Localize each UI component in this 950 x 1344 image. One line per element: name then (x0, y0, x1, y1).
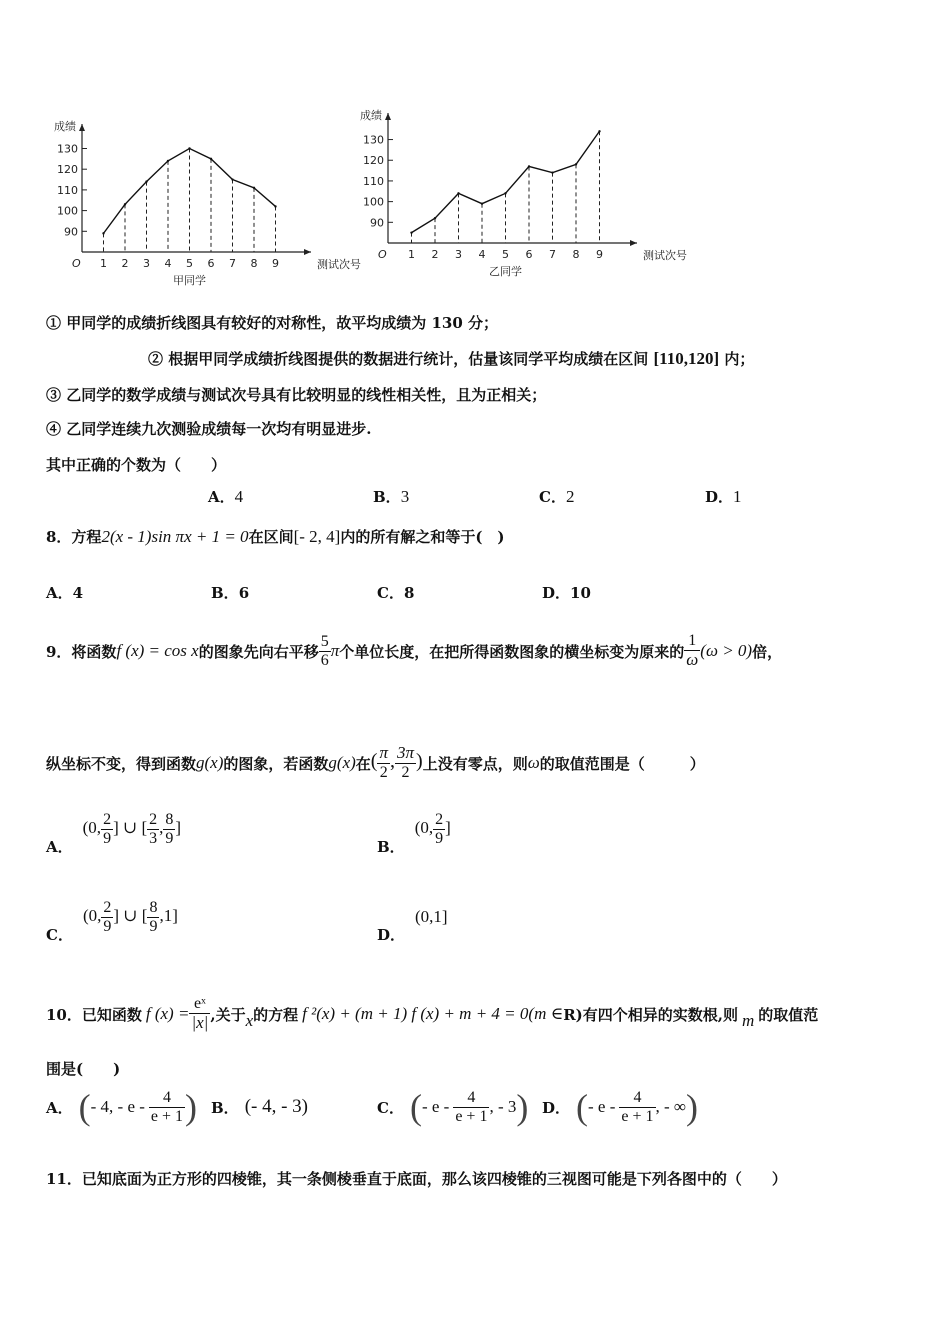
q9-option-c-math (83, 899, 178, 935)
q9-option-a[interactable] (46, 808, 181, 864)
q7-statement-2 (148, 348, 754, 369)
jia-xtick-label: 7 (229, 257, 236, 270)
yi-y-arrow (385, 113, 391, 120)
q10-x: x (245, 1011, 254, 1030)
q8-number: 8．方程 (46, 528, 102, 546)
jia-ytick-label: 120 (57, 163, 78, 177)
q9-a-frac2 (147, 811, 159, 847)
jia-ytick-label: 90 (64, 225, 78, 239)
q10-c-frac (453, 1089, 489, 1125)
q9-intro: 9．将函数 (46, 642, 117, 661)
jia-point (167, 160, 169, 162)
yi-ylabel: 成绩 (360, 109, 382, 122)
q10-d-den: e + 1 (621, 1107, 654, 1125)
jia-point (253, 187, 255, 189)
yi-ytick-label: 90 (370, 216, 384, 230)
jia-x-arrow (304, 249, 311, 255)
q9-option-a-label: A． (46, 837, 73, 856)
q9-no-zero: 上没有零点，则 (422, 754, 528, 773)
jia-point (231, 178, 233, 180)
q9-interval-b (395, 744, 416, 781)
q9-a-part-a: (0, (82, 817, 102, 837)
q10-m: m (741, 1011, 755, 1030)
jia-y-arrow (79, 124, 85, 131)
q9-c-frac2 (147, 899, 159, 935)
q10-equation-text: 的方程 (253, 1005, 299, 1024)
yi-xtick-label: 4 (478, 248, 486, 261)
jia-ylabel: 成绩 (54, 120, 76, 133)
chart-yi (350, 104, 687, 294)
q9-a-f3d: 9 (165, 829, 174, 847)
q9-c-frac1 (101, 899, 113, 935)
q10-fraction (189, 995, 210, 1032)
jia-point (145, 180, 147, 182)
q10-d-part-b: , - ∞ (655, 1097, 687, 1116)
q7-option-b[interactable] (373, 486, 409, 507)
jia-xtick-label: 9 (272, 257, 279, 270)
yi-xtick-label: 3 (455, 248, 462, 261)
q9-omega: ω (527, 753, 540, 772)
q9-scale-den: ω (686, 649, 699, 669)
q7-question: 其中正确的个数为（ ） (46, 456, 227, 474)
q7-statement-4: ④ 乙同学连续九次测验成绩每一次均有明显进步. (46, 420, 372, 438)
q8-option-d[interactable] (542, 582, 591, 603)
q9-iv-a-num: π (379, 743, 388, 763)
q9-line2-text-b: 的图象，若函数 (223, 754, 329, 773)
q8-option-d-label: D． (542, 584, 571, 602)
yi-xtick-label: 9 (596, 248, 603, 261)
q7-s2-interval: [110,120] (653, 349, 720, 368)
q9-line2-text: 纵坐标不变，得到函数 (46, 754, 197, 773)
yi-caption: 乙同学 (489, 265, 522, 278)
q9-option-b-label: B． (377, 837, 405, 856)
q10-c-part-a: - e - (421, 1097, 450, 1116)
yi-point (598, 130, 600, 132)
q8-option-b-value: 6 (238, 584, 250, 602)
q9-interval-a (377, 744, 390, 781)
q10-option-c[interactable] (377, 1082, 528, 1132)
q9-times: 倍， (752, 642, 783, 661)
q9-a-part-d: ] (175, 817, 182, 837)
q10-c-part-b: , - 3 (489, 1097, 517, 1116)
jia-point (188, 147, 190, 149)
q9-shift-text: 的图象先向右平移 (198, 642, 319, 661)
q7-option-a[interactable] (208, 486, 243, 507)
q10-c-den: e + 1 (455, 1107, 488, 1125)
yi-xlabel: 测试次号 (643, 249, 687, 262)
q9-iv-b-num: 3π (397, 743, 415, 763)
jia-point (274, 205, 276, 207)
q9-b-f1d: 9 (435, 829, 444, 847)
yi-ytick-label: 110 (363, 174, 384, 188)
q10-c-num: 4 (453, 1089, 489, 1108)
q8-equation: 2(x - 1)sin πx + 1 = 0 (101, 527, 249, 546)
yi-origin: O (378, 248, 387, 261)
q10-a-den: e + 1 (150, 1107, 184, 1125)
yi-xtick-label: 2 (431, 248, 439, 261)
q7-option-c-label: C． (539, 488, 566, 506)
jia-ytick-label: 100 (57, 204, 78, 218)
q8-option-a-value: 4 (72, 584, 84, 602)
q9-a-frac1 (101, 811, 113, 847)
yi-ytick-label: 100 (363, 195, 384, 209)
jia-ytick-label: 110 (57, 183, 78, 197)
q9-line-1 (46, 616, 782, 686)
yi-point (504, 192, 506, 194)
yi-point (481, 202, 483, 204)
q9-option-d-math: (0,1] (415, 907, 448, 926)
jia-xtick-label: 1 (100, 257, 107, 270)
jia-xtick-label: 6 (207, 257, 215, 270)
yi-ytick-label: 130 (363, 133, 384, 147)
q10-option-c-math: ( - e - $\frac{4}{e + 1}$ , - 3 ) (409, 1087, 529, 1127)
jia-ytick-label: 130 (57, 142, 78, 156)
q7-option-a-value: 4 (234, 487, 244, 506)
q10-roots: R)有四个相异的实数根,则 (563, 1005, 738, 1024)
q10-option-b[interactable] (211, 1082, 308, 1132)
jia-origin: O (72, 257, 81, 270)
q9-function-f: f (x) = cos x (116, 641, 199, 660)
q8-option-c-value: 8 (403, 584, 415, 602)
q9-option-c-label: C． (46, 925, 73, 944)
yi-x-arrow (630, 240, 637, 246)
q10-d-frac (619, 1089, 655, 1125)
yi-point (410, 231, 412, 233)
q8-option-b[interactable] (211, 582, 249, 603)
q9-in: 在 (355, 754, 371, 773)
q11-stem: 11．已知底面为正方形的四棱锥，其一条侧棱垂直于底面，那么该四棱锥的三视图可能是下列各图中的（ ） (46, 1170, 787, 1188)
q9-option-c[interactable] (46, 896, 178, 952)
q9-option-a-math (83, 811, 181, 847)
q7-option-c-value: 2 (565, 487, 575, 506)
q10-about: ,关于 (210, 1005, 246, 1024)
yi-xtick-label: 8 (572, 248, 580, 261)
q10-option-d-math: ( - e - $\frac{4}{e + 1}$ , - ∞ ) (576, 1087, 699, 1127)
q10-intro: 10．已知函数 (46, 1005, 142, 1024)
q8-option-d-value: 10 (570, 584, 591, 602)
q9-option-b-math (415, 811, 451, 847)
q9-shift-num: 5 (320, 632, 329, 650)
q9-b-f1n: 2 (435, 810, 444, 828)
yi-xtick-label: 5 (502, 248, 509, 261)
q8-option-c[interactable] (377, 582, 414, 603)
jia-xlabel: 测试次号 (317, 258, 361, 271)
q9-a-part-c: , (159, 817, 164, 837)
q9-c-f2n: 8 (149, 898, 158, 916)
jia-xtick-label: 5 (186, 257, 193, 270)
q9-a-f2n: 2 (149, 810, 158, 828)
q8-stem (46, 526, 505, 547)
q9-a-f3n: 8 (165, 810, 174, 828)
q8-option-a-label: A． (46, 584, 73, 602)
q9-iv-b-den: 2 (401, 764, 410, 782)
q10-line-2: 围是( ) (46, 1060, 121, 1078)
q10-frac-num: eˣ (189, 995, 210, 1014)
q9-b-part-b: ] (445, 817, 451, 837)
yi-point (551, 171, 553, 173)
q7-option-d[interactable] (705, 486, 742, 507)
q10-d-num: 4 (619, 1089, 655, 1108)
q9-a-part-b: ] ∪ [ (113, 817, 148, 837)
q7-option-a-label: A． (208, 488, 235, 506)
q9-b-part-a: (0, (414, 817, 434, 837)
q9-range-ask: 的取值范围是（ ） (539, 754, 705, 773)
q7-s2-text: ② 根据甲同学成绩折线图提供的数据进行统计，估量该同学平均成绩在区间 (148, 350, 649, 368)
q10-d-part-a: - e - (588, 1097, 616, 1116)
q10-option-b-math: (- 4, - 3) (244, 1096, 308, 1117)
jia-point (210, 158, 212, 160)
q9-scale-text: 个单位长度，在把所得函数图象的横坐标变为原来的 (339, 642, 685, 661)
q10-equation: f ²(x) + (m + 1) f (x) + m + 4 = 0(m ∈ (302, 1004, 564, 1023)
yi-ytick-label: 120 (363, 154, 384, 168)
q10-function-f: f (x) = (145, 1004, 190, 1023)
q9-c-part-c: ,1] (159, 905, 178, 925)
jia-point (124, 203, 126, 205)
q7-option-d-label: D． (705, 488, 734, 506)
q9-b-frac1 (433, 811, 445, 847)
q9-option-b[interactable] (377, 808, 451, 864)
q9-c-f1d: 9 (103, 917, 112, 935)
q8-option-a[interactable] (46, 582, 83, 603)
q10-range-text: 的取值范 (758, 1005, 819, 1024)
q10-option-d[interactable] (542, 1082, 698, 1132)
q9-a-f2d: 3 (149, 829, 158, 847)
q9-a-f1n: 2 (103, 810, 112, 828)
jia-point (102, 232, 104, 234)
q9-scale-num: 1 (684, 632, 700, 651)
q7-statement-3: ③ 乙同学的数学成绩与测试次号具有比较明显的线性相关性，且为正相关； (46, 386, 547, 404)
q10-a-part-a: - 4, - e - (90, 1097, 145, 1116)
jia-xtick-label: 2 (121, 257, 129, 270)
yi-point (528, 165, 530, 167)
yi-xtick-label: 6 (525, 248, 533, 261)
q9-iv-a-den: 2 (379, 764, 388, 782)
q10-option-a-math: ( - 4, - e - $\frac{4}{e + 1}$ ) (78, 1087, 198, 1127)
q9-a-frac3 (163, 811, 175, 847)
q10-a-frac (149, 1089, 185, 1125)
yi-point (575, 163, 577, 165)
q9-a-f1d: 9 (103, 829, 112, 847)
q9-pi: π (330, 641, 340, 660)
q10-option-b-label: B． (211, 1098, 239, 1117)
q10-frac-den: |x| (191, 1012, 209, 1032)
jia-xtick-label: 4 (164, 257, 172, 270)
q8-mid: 在区间 (248, 528, 294, 546)
q8-interval: [- 2, 4] (293, 527, 341, 546)
q10-a-num: 4 (149, 1089, 185, 1108)
q9-shift-fraction (319, 633, 331, 669)
q9-function-g-2: g(x) (328, 753, 356, 772)
chart-jia (40, 112, 361, 292)
yi-xtick-label: 7 (549, 248, 556, 261)
yi-xtick-label: 1 (408, 248, 415, 261)
q9-omega-cond: (ω > 0) (700, 641, 753, 660)
q10-line-1 (46, 984, 818, 1044)
q7-statement-1: ① 甲同学的成绩折线图具有较好的对称性，故平均成绩为 130 分； (46, 314, 498, 332)
yi-point (457, 192, 459, 194)
q9-c-f2d: 9 (149, 917, 158, 935)
q10-option-a[interactable] (46, 1082, 197, 1132)
jia-xtick-label: 3 (143, 257, 150, 270)
q9-function-g: g(x) (196, 753, 224, 772)
q10-option-c-label: C． (377, 1098, 404, 1117)
jia-xtick-label: 8 (250, 257, 258, 270)
q7-option-d-value: 1 (733, 487, 742, 506)
q9-c-part-b: ] ∪ [ (113, 905, 148, 925)
q7-option-b-value: 3 (400, 487, 410, 506)
q7-s2-end: 内； (724, 350, 755, 368)
q7-option-c[interactable] (539, 486, 574, 507)
q9-c-part-a: (0, (82, 905, 102, 925)
q9-line-2 (46, 728, 705, 798)
q9-shift-den: 6 (320, 651, 329, 669)
q7-option-b-label: B． (373, 488, 401, 506)
q9-option-d[interactable] (377, 896, 448, 952)
q9-interval: ( $\frac{\pi}{2}$ , $\frac{3\pi}{2}$ ) (370, 743, 423, 782)
q9-option-d-label: D． (377, 925, 406, 944)
q8-end: 内的所有解之和等于( ) (340, 528, 505, 546)
jia-caption: 甲同学 (173, 274, 206, 287)
yi-point (434, 217, 436, 219)
q8-option-b-label: B． (211, 584, 239, 602)
q9-c-f1n: 2 (103, 898, 112, 916)
q10-option-a-label: A． (46, 1098, 73, 1117)
q10-option-d-label: D． (542, 1098, 571, 1117)
q8-option-c-label: C． (377, 584, 404, 602)
q9-scale-fraction (684, 632, 700, 669)
